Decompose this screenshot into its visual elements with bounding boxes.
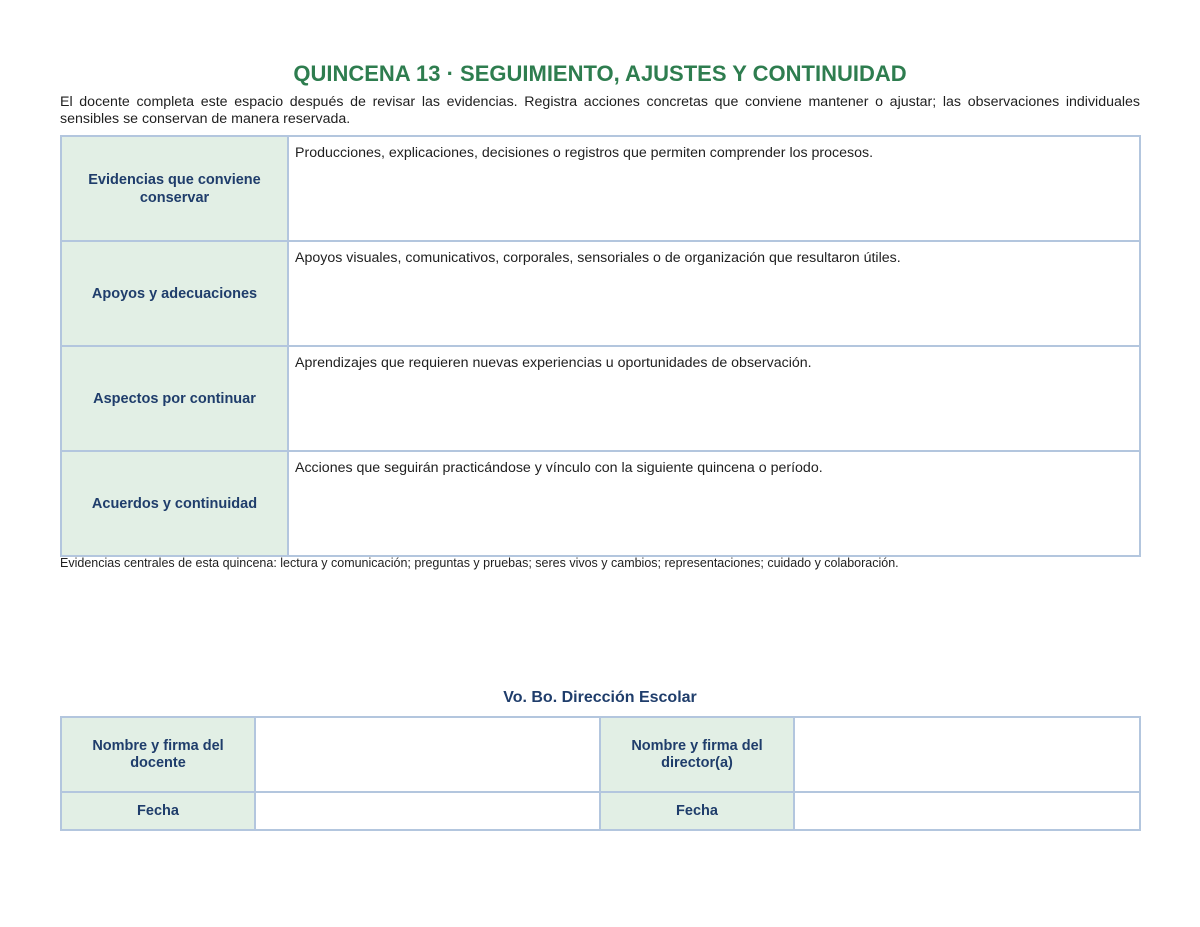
row-label-apoyos: Apoyos y adecuaciones [61,241,288,346]
teacher-signature-field[interactable] [255,717,600,792]
intro-paragraph: El docente completa este espacio después de revisar las evidencias. Registra acciones concretas que conviene mantener o ajustar; las observaciones individuales sensibles se conservan de manera reservada. [60,94,1140,127]
table-row [61,346,1140,451]
teacher-date-field[interactable] [255,792,600,830]
row-content-aspectos[interactable]: Aprendizajes que requieren nuevas experiencias u oportunidades de observación. [288,346,1140,451]
follow-up-table [60,135,1141,557]
row-label-aspectos: Aspectos por continuar [61,346,288,451]
teacher-signature-label: Nombre y firma del docente [61,717,255,792]
page-title: QUINCENA 13 · SEGUIMIENTO, AJUSTES Y CONTINUIDAD [293,61,907,86]
teacher-date-label: Fecha [61,792,255,830]
signature-table [60,716,1141,831]
row-content-apoyos[interactable]: Apoyos visuales, comunicativos, corporales, sensoriales o de organización que resultaron útiles. [288,241,1140,346]
row-label-acuerdos: Acuerdos y continuidad [61,451,288,556]
approval-heading: Vo. Bo. Dirección Escolar [503,689,697,706]
director-date-label: Fecha [600,792,794,830]
date-row [61,792,1140,830]
table-row [61,451,1140,556]
director-date-field[interactable] [794,792,1140,830]
row-content-acuerdos[interactable]: Acciones que seguirán practicándose y vínculo con la siguiente quincena o período. [288,451,1140,556]
table-row [61,241,1140,346]
table-row [61,136,1140,241]
row-label-evidencias: Evidencias que conviene conservar [61,136,288,241]
director-signature-label: Nombre y firma del director(a) [600,717,794,792]
evidence-note: Evidencias centrales de esta quincena: lectura y comunicación; preguntas y pruebas; seres vivos y cambios; representaciones; cuidado y colaboración. [60,556,899,570]
row-content-evidencias[interactable]: Producciones, explicaciones, decisiones o registros que permiten comprender los procesos. [288,136,1140,241]
director-signature-field[interactable] [794,717,1140,792]
signature-row [61,717,1140,792]
